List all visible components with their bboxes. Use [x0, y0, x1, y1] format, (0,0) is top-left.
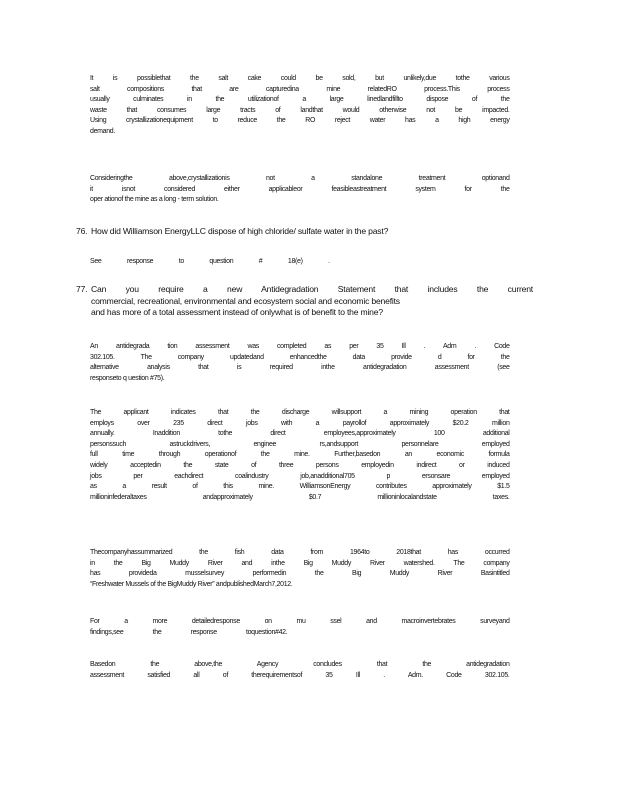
text-line: assessment satisfied all of therequirementsof 35 Ill . Adm. Code 302.105.: [90, 669, 510, 679]
text-line: millioninfederaltaxes andapproximately $0.7 millioninlocalandstate taxes.: [90, 491, 510, 501]
paragraph-antidegradation-assessment: [90, 341, 510, 383]
text-line: jobs per eachdirect coalindustry job,anadditional705 p ersonsare employed: [90, 470, 510, 480]
text-line: The applicant indicates that the discharge willsupport a mining operation that: [90, 407, 510, 416]
paragraph-economic-benefits: [90, 407, 510, 502]
text-line: demand.: [90, 125, 115, 135]
text-line: widely acceptedin the state of three persons employedin indirect or induced: [90, 459, 510, 469]
text-line: findings,see the response toquestion#42.: [90, 626, 288, 636]
paragraph-salt-cake: [90, 73, 510, 137]
text-line: usually culminates in the utilizationof a large linedlandfillto dispose of the: [90, 94, 510, 104]
text-line: An antidegrada tion assessment was completed as per 35 Ill . Adm . Code: [90, 341, 510, 350]
question-number: 76.: [76, 226, 88, 236]
paragraph-agency-conclusion: [90, 659, 510, 680]
text-line: For a more detailedresponse on mu ssel and macroinvertebrates surveyand: [90, 616, 510, 625]
text-line: salt compositions that are capturedina mine relatedRO process.This process: [90, 83, 510, 93]
text-line: See response to question # 18(e) .: [90, 256, 330, 265]
paragraph-mussel-response: [90, 616, 510, 637]
text-line: waste that consumes large tracts of landthat would otherwise not be impacted.: [90, 104, 510, 114]
text-line: Can you require a new Antidegradation Statement that includes the current: [91, 284, 533, 294]
text-line: has provideda musselsurvey performedin the Big Muddy River Basintitled: [90, 568, 510, 578]
text-line: Using crystallizationequipment to reduce the RO reject water has a high energy: [90, 115, 510, 125]
text-line: it isnot considered either applicableor feasibleastreatment system for the: [90, 183, 510, 193]
text-line: “Freshwater Mussels of the BigMuddy River” andpublishedMarch7,2012.: [90, 578, 293, 588]
text-line: responseto q uestion #75).: [90, 372, 165, 382]
text-line: and has more of a total assessment instead of onlywhat is of benefit to the mine?: [91, 307, 383, 317]
question-number: 77.: [76, 284, 88, 294]
text-line: Consideringthe above,crystallizationis not a standalone treatment optionand: [90, 173, 510, 182]
paragraph-crystallization: [90, 173, 510, 205]
text-line: How did Williamson EnergyLLC dispose of high chloride/ sulfate water in the past?: [91, 226, 389, 236]
text-line: personssuch astruckdrivers, enginee rs,andsupport personnelare employed: [90, 438, 510, 448]
text-line: in the Big Muddy River and inthe Big Muddy River watershed. The company: [90, 557, 510, 567]
text-line: commercial, recreational, environmental and ecosystem social and economic benefits: [91, 295, 400, 306]
text-line: oper ationof the mine as a long - term solution.: [90, 194, 219, 204]
text-line: as a result of this mine. WilliamsonEnergy contributes approximately $1.5: [90, 481, 510, 491]
text-line: Thecompanyhassummarized the fish data from 1964to 2018that has occurred: [90, 547, 510, 556]
text-line: It is possiblethat the salt cake could be sold, but unlikely,due tothe various: [90, 73, 510, 82]
text-line: 302.105. The company updatedand enhancedthe data provide d for the: [90, 351, 510, 361]
paragraph-see-response-18e: [90, 256, 510, 267]
text-line: alternative analysis that is required inthe antidegradation assessment (see: [90, 362, 510, 372]
question-text: [91, 284, 533, 319]
question-text: [91, 226, 533, 238]
text-line: annually. Inaddition tothe direct employees,approximately 100 additional: [90, 428, 510, 438]
text-line: full time through operationof the mine. Further,basedon an economic formula: [90, 449, 510, 459]
paragraph-fish-data: [90, 547, 510, 589]
text-line: Basedon the above,the Agency concludes that the antidegradation: [90, 659, 510, 668]
text-line: employs over 235 direct jobs with a payrollof approximately $20.2 million: [90, 417, 510, 427]
